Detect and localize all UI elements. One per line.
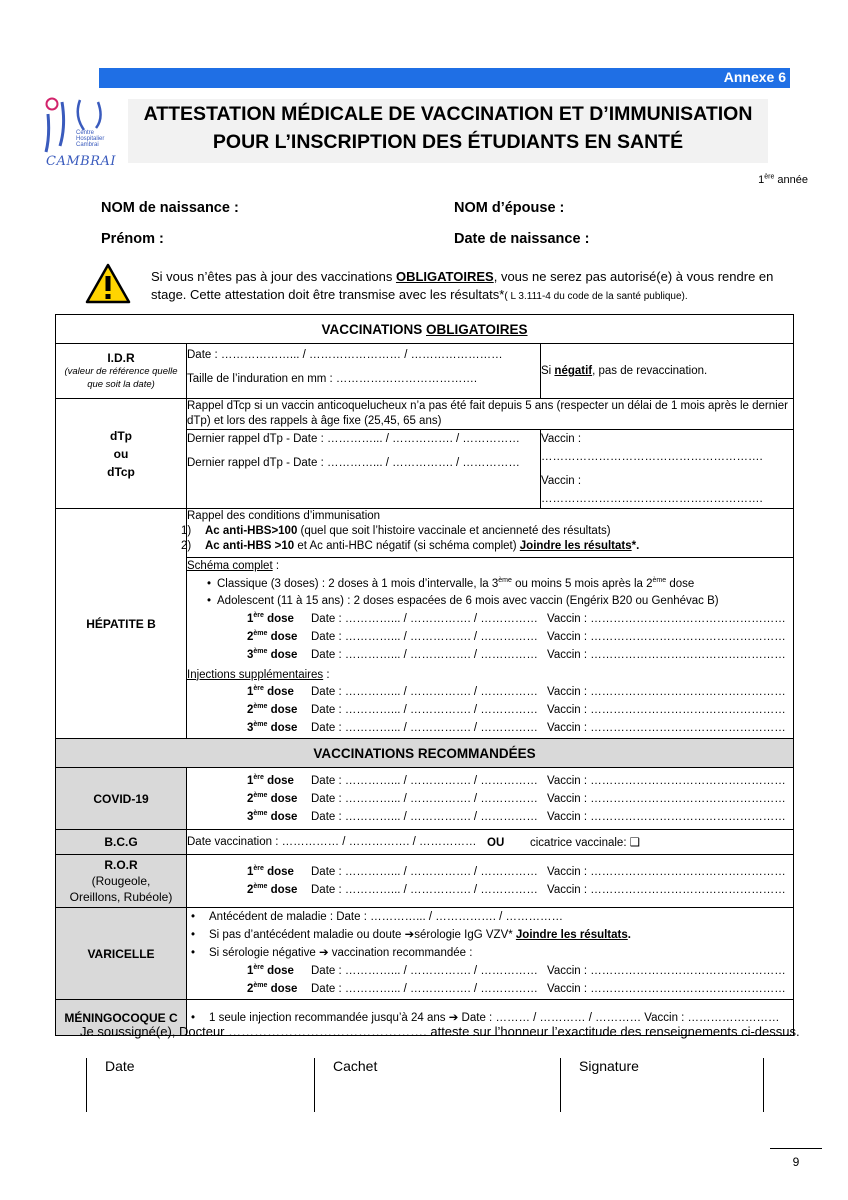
idr-label-cell: [56, 344, 187, 399]
hepb-inj-2[interactable]: [187, 702, 793, 720]
dose-num: 2: [247, 793, 254, 805]
varicelle-b2c: .: [627, 929, 631, 941]
dose-sup: ère: [253, 611, 264, 619]
dose-date[interactable]: Date : …………... / ……………. / ……………: [311, 965, 538, 977]
varicelle-b2a: Si pas d’antécédent maladie ou doute ➔sérologie IgG VZV*: [209, 929, 516, 941]
section-obligatoires-b: OBLIGATOIRES: [426, 321, 528, 337]
warning-icon: [84, 262, 132, 306]
hepb-classique-c: dose: [666, 577, 695, 590]
hepb-cond-1: [181, 524, 793, 539]
dtp-label-1: dTp: [110, 428, 132, 443]
dose-num: 2: [247, 630, 254, 643]
dtp-label-cell: [56, 399, 187, 509]
hepb-c1-num: 1): [181, 525, 192, 537]
dose-vaccin[interactable]: Vaccin : ……………………………………………: [547, 630, 786, 643]
dtp-vaccins[interactable]: [541, 430, 794, 509]
dose-sup: ème: [253, 721, 268, 729]
ror-label-cell: [56, 855, 187, 908]
hepb-c2-d: *.: [631, 540, 640, 552]
warning-t3: , vous ne serez pas autorisé(e) à vous rendre en stage. Cette attestation doit être transmise avec les résultats*: [151, 269, 774, 302]
idr-date[interactable]: Date : ………………... / …………………… / ……………………: [187, 349, 503, 361]
bcg-label: B.C.G: [56, 830, 187, 855]
dose-date[interactable]: Date : …………... / ……………. / ……………: [311, 648, 538, 661]
cachet-box[interactable]: [314, 1058, 559, 1112]
hepb-schema-colon: :: [272, 560, 280, 572]
covid-dose-3[interactable]: [187, 808, 793, 826]
dose-vaccin[interactable]: Vaccin : ……………………………………………: [547, 648, 786, 661]
hepb-classique-sup2: ème: [652, 576, 667, 584]
dose-vaccin[interactable]: Vaccin : ……………………………………………: [547, 686, 786, 698]
hepb-c2-b: et Ac anti-HBC négatif (si schéma complet): [294, 540, 520, 552]
dose-vaccin[interactable]: Vaccin : ……………………………………………: [547, 612, 786, 625]
dose-sup: ème: [253, 647, 268, 655]
field-nom-naissance[interactable]: NOM de naissance :: [101, 200, 239, 216]
dose-sup: ème: [253, 792, 268, 800]
year-sup: ère: [764, 173, 775, 181]
hepb-schema-label: Schéma complet: [187, 560, 273, 572]
covid-doses: [187, 768, 794, 830]
hospital-logo: [40, 96, 120, 172]
section-recommandees: VACCINATIONS RECOMMANDÉES: [56, 739, 794, 768]
varicelle-entry: [187, 908, 794, 1000]
hepb-c1-b: (quel que soit l’histoire vaccinale et ancienneté des résultats): [297, 525, 611, 537]
attestation-text: Je soussigné(e), Docteur ………………………………………. atteste sur l’honneur l’exactitude des renseignements ci-dessus.: [80, 1024, 800, 1039]
dtp-label-2: ou: [113, 446, 129, 461]
covid-label: COVID-19: [56, 768, 187, 830]
cachet-label: Cachet: [333, 1058, 378, 1074]
dose-word: dose: [263, 686, 294, 698]
ror-label-1: R.O.R: [104, 858, 138, 872]
dose-vaccin[interactable]: Vaccin : ……………………………………………: [547, 704, 786, 716]
dtp-label-3: dTcp: [107, 464, 135, 479]
signature-label: Signature: [579, 1058, 639, 1074]
dose-sup: ème: [253, 883, 268, 891]
dose-num: 1: [247, 775, 254, 787]
ror-dose-1[interactable]: [187, 863, 793, 881]
hepb-schema: [187, 558, 794, 739]
dose-num: 1: [247, 686, 254, 698]
dose-word: dose: [267, 648, 298, 661]
hepb-label: HÉPATITE B: [56, 509, 187, 739]
hepb-injections-title: [187, 667, 793, 685]
idr-note: (valeur de référence quelle que soit la date): [64, 366, 178, 390]
dose-sup: ère: [253, 865, 264, 873]
dose-vaccin[interactable]: Vaccin : ……………………………………………: [547, 811, 786, 823]
dtp-vaccin-2[interactable]: Vaccin : ………………………………………………….: [541, 475, 763, 505]
dose-date[interactable]: Date : …………... / ……………. / ……………: [311, 612, 538, 625]
field-nom-epouse[interactable]: NOM d’épouse :: [454, 200, 565, 216]
hepb-dose-2[interactable]: [187, 629, 793, 647]
idr-neg2: négatif: [554, 365, 593, 377]
dose-sup: ère: [253, 774, 264, 782]
hepb-conditions: [181, 509, 794, 558]
varicelle-negative: • Si sérologie négative ➔ vaccination recommandée :: [187, 944, 793, 962]
dose-num: 1: [247, 612, 254, 625]
dose-sup: ème: [253, 810, 268, 818]
dose-vaccin[interactable]: Vaccin : ……………………………………………: [547, 884, 786, 896]
dose-date[interactable]: Date : …………... / ……………. / ……………: [311, 704, 538, 716]
dose-vaccin[interactable]: Vaccin : ……………………………………………: [547, 983, 786, 995]
page-number: 9: [770, 1148, 822, 1169]
dose-date[interactable]: Date : …………... / ……………. / ……………: [311, 775, 538, 787]
dose-sup: ème: [253, 703, 268, 711]
year-suffix: année: [774, 174, 808, 186]
dose-num: 1: [247, 965, 254, 977]
title-line-1: ATTESTATION MÉDICALE DE VACCINATION ET D’IMMUNISATION: [143, 103, 753, 125]
bcg-entry: [187, 830, 794, 855]
bcg-cicatrice[interactable]: cicatrice vaccinale: ❑: [530, 837, 641, 849]
dose-date[interactable]: Date : …………... / ……………. / ……………: [311, 866, 538, 878]
idr-neg3: , pas de revaccination.: [592, 365, 708, 377]
dose-date[interactable]: Date : …………... / ……………. / ……………: [311, 722, 538, 734]
varicelle-joindre: Joindre les résultats: [515, 929, 628, 941]
field-date-naissance[interactable]: Date de naissance :: [454, 231, 590, 247]
dose-word: dose: [267, 793, 298, 805]
idr-taille[interactable]: Taille de l’induration en mm : ……………………………….: [187, 373, 478, 385]
hepb-dose-3[interactable]: [187, 647, 793, 665]
dose-num: 3: [247, 648, 254, 661]
idr-entry[interactable]: [187, 344, 541, 399]
dose-date[interactable]: Date : …………... / ……………. / ……………: [311, 793, 538, 805]
dose-num: 2: [247, 983, 254, 995]
hepb-inj-3[interactable]: [187, 720, 793, 738]
ror-label-2: (Rougeole,: [91, 874, 151, 888]
dose-word: dose: [267, 630, 298, 643]
dose-num: 2: [247, 884, 254, 896]
dose-date[interactable]: Date : …………... / ……………. / ……………: [311, 811, 538, 823]
warning-text: [151, 268, 791, 306]
dose-vaccin[interactable]: Vaccin : ……………………………………………: [547, 866, 786, 878]
varicelle-antecedent[interactable]: • Antécédent de maladie : Date : …………... / ……………. / ……………: [187, 908, 793, 926]
dose-date[interactable]: Date : …………... / ……………. / ……………: [311, 630, 538, 643]
dose-word: dose: [263, 775, 294, 787]
dose-sup: ère: [253, 964, 264, 972]
date-box[interactable]: [86, 1058, 315, 1112]
dose-word: dose: [267, 704, 298, 716]
annexe-bar: [99, 68, 790, 88]
dose-word: dose: [267, 811, 298, 823]
warning-t1: Si vous n’êtes pas à jour des vaccinations: [151, 269, 396, 284]
section-obligatoires-a: VACCINATIONS: [321, 321, 426, 337]
dose-date[interactable]: Date : …………... / ……………. / ……………: [311, 983, 538, 995]
idr-negatif: [541, 344, 794, 399]
signature-box[interactable]: [560, 1058, 764, 1112]
dose-sup: ème: [253, 982, 268, 990]
bcg-date[interactable]: Date vaccination : …………… / ……………. / ……………: [187, 836, 477, 848]
varicelle-label: VARICELLE: [56, 908, 187, 1000]
hepb-inj-1[interactable]: [187, 684, 793, 702]
dose-word: dose: [263, 965, 294, 977]
dtp-rappel: Rappel dTcp si un vaccin anticoquelucheux n’a pas été fait depuis 5 ans (respecter un délai de 1 mois après le dernier dTp) et lors des rappels à âge fixe (25,45, 65 ans): [187, 399, 794, 430]
hepb-inj-label: Injections supplémentaires: [187, 668, 324, 681]
varicelle-serologie: [187, 926, 793, 944]
covid-dose-1[interactable]: [187, 772, 793, 790]
dtp-date-1[interactable]: Dernier rappel dTp - Date : …………... / ……………. / ……………: [187, 433, 520, 445]
dose-word: dose: [267, 983, 298, 995]
annexe-label: Annexe 6: [723, 69, 786, 85]
hepb-dose-1[interactable]: [187, 611, 793, 629]
dose-date[interactable]: Date : …………... / ……………. / ……………: [311, 884, 538, 896]
dtp-dates[interactable]: [187, 430, 541, 509]
vaccination-table: [55, 314, 794, 1036]
hepb-rappel: Rappel des conditions d’immunisation: [187, 510, 381, 522]
ror-dose-2[interactable]: [187, 881, 793, 899]
bcg-ou: OU: [487, 837, 505, 849]
covid-dose-2[interactable]: [187, 790, 793, 808]
meningo-injection[interactable]: • 1 seule injection recommandée jusqu’à 24 ans ➔ Date : ……… / ………… / ………… Vaccin : ……………………: [187, 1009, 793, 1027]
dose-word: dose: [263, 612, 294, 625]
year-number: 1: [758, 174, 765, 186]
hepb-schema-title: [187, 558, 793, 576]
hepb-inj-colon: :: [323, 668, 330, 681]
year-label: [758, 174, 808, 186]
hepb-c2-a: Ac anti-HBS >10: [205, 540, 295, 552]
varicelle-dose-1[interactable]: [187, 962, 793, 980]
hepb-classique: [187, 576, 793, 594]
dose-vaccin[interactable]: Vaccin : ……………………………………………: [547, 965, 786, 977]
title-line-2: POUR L’INSCRIPTION DES ÉTUDIANTS EN SANTÉ: [212, 131, 684, 153]
hepb-adolescent: • Adolescent (11 à 15 ans) : 2 doses espacées de 6 mois avec vaccin (Engérix B20 ou Genhévac B): [187, 593, 793, 611]
dose-num: 3: [247, 722, 254, 734]
field-prenom[interactable]: Prénom :: [101, 231, 164, 247]
dose-num: 1: [247, 866, 254, 878]
dtp-date-2[interactable]: Dernier rappel dTp - Date : …………... / ……………. / ……………: [187, 457, 520, 469]
hepb-c2-joindre: Joindre les résultats: [519, 540, 632, 552]
hepb-cond-2: [181, 539, 793, 554]
meningo-label: MÉNINGOCOQUE C: [56, 1000, 187, 1036]
idr-label: I.D.R: [107, 351, 135, 365]
dose-num: 2: [247, 704, 254, 716]
dose-word: dose: [263, 866, 294, 878]
ror-doses: [187, 855, 794, 908]
dose-date[interactable]: Date : …………... / ……………. / ……………: [311, 686, 538, 698]
dtp-vaccin-1[interactable]: Vaccin : ………………………………………………….: [541, 433, 763, 463]
dose-vaccin[interactable]: Vaccin : ……………………………………………: [547, 793, 786, 805]
title-box: [128, 99, 768, 163]
logo-text: CAMBRAI: [46, 154, 117, 169]
hepb-classique-a: Classique (3 doses) : 2 doses à 1 mois d’intervalle, la 3: [217, 577, 499, 590]
idr-neg1: Si: [541, 365, 555, 377]
dose-vaccin[interactable]: Vaccin : ……………………………………………: [547, 775, 786, 787]
section-obligatoires: [56, 315, 794, 344]
warning-ref: ( L 3.111-4 du code de la santé publique).: [504, 291, 688, 302]
dose-sup: ère: [253, 685, 264, 693]
hepb-c2-num: 2): [181, 540, 192, 552]
dose-num: 3: [247, 811, 254, 823]
ror-label-3: Oreillons, Rubéole): [69, 890, 173, 904]
date-label: Date: [105, 1058, 135, 1074]
dose-vaccin[interactable]: Vaccin : ……………………………………………: [547, 722, 786, 734]
logo-subtitle: Centre Hospitalier Cambrai: [76, 130, 105, 148]
hepb-c1-a: Ac anti-HBS>100: [205, 525, 298, 537]
dose-sup: ème: [253, 629, 268, 637]
hepb-classique-sup: ème: [498, 576, 512, 584]
dose-word: dose: [267, 722, 298, 734]
varicelle-dose-2[interactable]: [187, 980, 793, 998]
hepb-classique-b: ou moins 5 mois après la 2: [511, 577, 653, 590]
dose-word: dose: [267, 884, 298, 896]
warning-obligatoires: OBLIGATOIRES: [395, 269, 494, 284]
